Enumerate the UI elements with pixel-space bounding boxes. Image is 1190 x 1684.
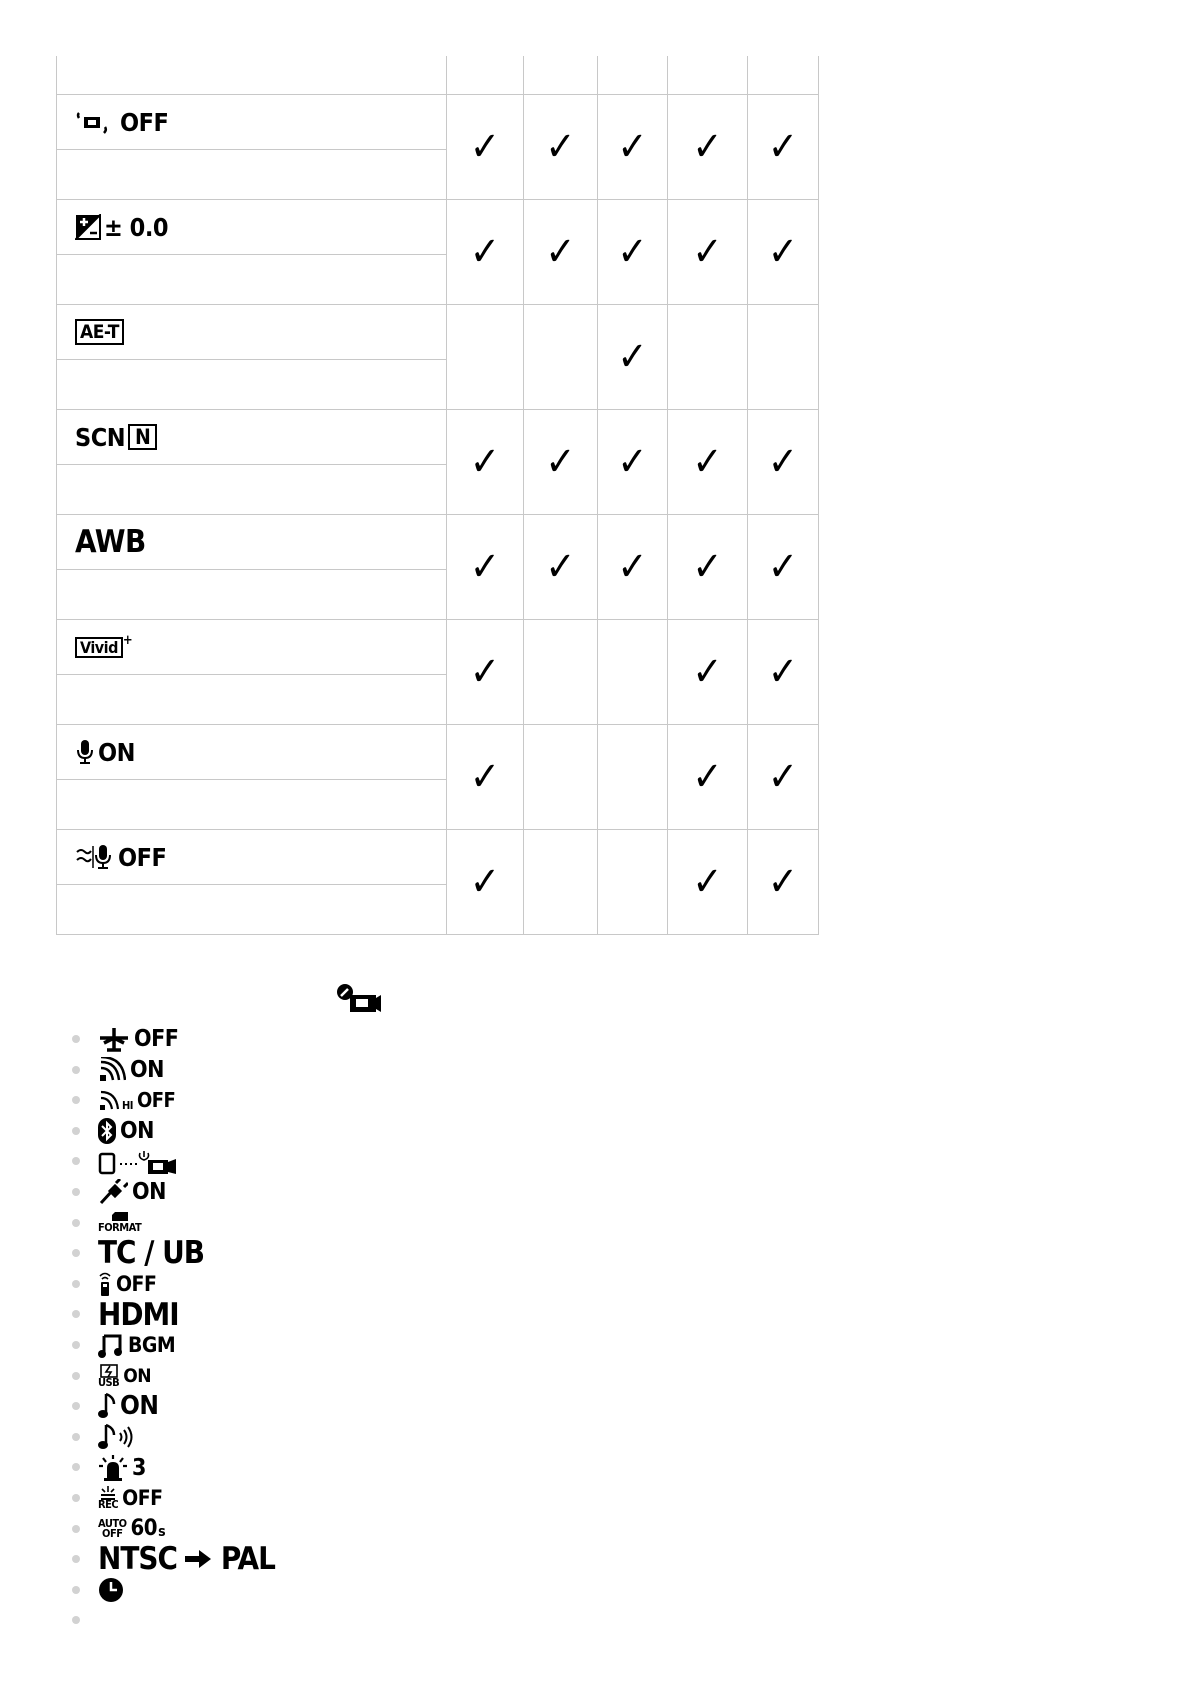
check-cell <box>447 620 524 725</box>
table-cell <box>524 56 598 95</box>
list-item <box>70 1024 275 1055</box>
remote-icon: OFF <box>98 1271 156 1297</box>
check-mark-icon: ✓ <box>469 649 501 695</box>
table-cell <box>748 56 819 95</box>
row-label-cell <box>57 725 447 830</box>
check-mark-icon: ✓ <box>545 229 576 275</box>
rec-lamp-icon: REC OFF <box>98 1486 163 1512</box>
table-top-row <box>57 56 819 95</box>
check-cell <box>598 410 668 515</box>
list-item <box>70 1483 275 1514</box>
table-cell <box>598 56 668 95</box>
check-cell <box>748 515 819 620</box>
list-item <box>70 1514 275 1545</box>
phone-power-camera-icon <box>98 1148 184 1176</box>
row-label: Vivid <box>75 637 123 658</box>
check-cell <box>598 515 668 620</box>
row-label: ON <box>98 737 135 767</box>
check-mark-icon: ✓ <box>617 544 648 590</box>
check-mark-icon: ✓ <box>469 754 501 800</box>
list-item <box>70 1391 275 1422</box>
color-mode-vivid-icon: Vivid + <box>75 637 132 658</box>
compatibility-table <box>56 56 819 935</box>
table-cell <box>668 56 748 95</box>
airplane-mode-icon: OFF <box>98 1026 178 1052</box>
check-mark-icon: ✓ <box>692 754 723 800</box>
check-cell <box>524 515 598 620</box>
check-cell <box>598 620 668 725</box>
microphone-icon <box>75 738 135 767</box>
check-cell <box>447 830 524 935</box>
bgm-icon: BGM <box>98 1332 175 1358</box>
list-item <box>70 1177 275 1208</box>
row-label: OFF <box>120 107 169 137</box>
list-item <box>70 1541 275 1578</box>
wifi-icon: ON <box>98 1057 164 1083</box>
check-cell <box>748 200 819 305</box>
row-label-cell <box>57 200 447 305</box>
check-cell <box>447 725 524 830</box>
row-label-cell <box>57 95 447 200</box>
beep-volume-icon <box>98 1423 140 1451</box>
check-cell <box>748 620 819 725</box>
row-label-box: N <box>128 424 157 450</box>
table-row <box>57 620 819 725</box>
ae-tracking-icon: AE-T <box>75 319 124 345</box>
bluetooth-icon: ON <box>98 1118 154 1144</box>
list-item <box>70 1235 275 1272</box>
list-item <box>70 1605 275 1636</box>
check-cell <box>447 200 524 305</box>
ntsc-pal-icon: NTSC PAL <box>98 1541 275 1578</box>
table-row <box>57 515 819 620</box>
check-cell <box>447 305 524 410</box>
check-mark-icon: ✓ <box>767 859 799 905</box>
wifi-hi-icon: HI OFF <box>98 1088 175 1112</box>
compatibility-table-wrap <box>56 56 819 935</box>
gps-icon: ON <box>98 1179 166 1205</box>
usb-power-icon: USB ON <box>98 1364 152 1389</box>
check-mark-icon: ✓ <box>545 544 576 590</box>
check-cell <box>524 620 598 725</box>
table-cell <box>447 56 524 95</box>
row-label-cell <box>57 515 447 620</box>
check-mark-icon: ✓ <box>617 229 648 275</box>
check-cell <box>668 410 748 515</box>
check-cell <box>668 95 748 200</box>
table-cell <box>57 56 447 95</box>
format-icon: FORMAT <box>98 1212 141 1233</box>
check-mark-icon: ✓ <box>469 229 501 275</box>
check-cell <box>748 305 819 410</box>
row-label-cell <box>57 830 447 935</box>
check-cell <box>598 830 668 935</box>
list-item <box>70 1055 275 1086</box>
clock-icon <box>98 1577 128 1603</box>
wind-noise-reduction-icon <box>75 843 166 872</box>
check-mark-icon: ✓ <box>767 649 799 695</box>
table-row <box>57 200 819 305</box>
check-mark-icon: ✓ <box>692 124 723 170</box>
check-cell <box>524 95 598 200</box>
list-item <box>70 1452 275 1483</box>
check-cell <box>598 305 668 410</box>
check-cell <box>524 830 598 935</box>
white-balance-icon: AWB <box>75 524 146 560</box>
check-mark-icon: ✓ <box>692 859 723 905</box>
list-item <box>70 1422 275 1453</box>
check-mark-icon: ✓ <box>545 124 576 170</box>
beep-icon: ON <box>98 1391 158 1421</box>
check-mark-icon: ✓ <box>692 439 723 485</box>
check-cell <box>748 410 819 515</box>
check-mark-icon: ✓ <box>767 754 799 800</box>
check-cell <box>524 200 598 305</box>
list-item <box>70 1085 275 1116</box>
check-mark-icon: ✓ <box>617 439 648 485</box>
check-cell <box>748 725 819 830</box>
check-cell <box>668 620 748 725</box>
timecode-icon: TC / UB <box>98 1235 204 1272</box>
check-mark-icon: ✓ <box>469 124 501 170</box>
check-cell <box>748 95 819 200</box>
check-cell <box>668 830 748 935</box>
row-label: ± 0.0 <box>104 212 169 242</box>
check-mark-icon: ✓ <box>767 229 799 275</box>
auto-power-off-icon: AUTO OFF 60 s <box>98 1516 166 1542</box>
setup-icon-list <box>70 1024 275 1636</box>
check-cell <box>524 725 598 830</box>
table-row <box>57 725 819 830</box>
list-item <box>70 1330 275 1361</box>
check-mark-icon: ✓ <box>767 544 799 590</box>
check-mark-icon: ✓ <box>617 124 648 170</box>
check-mark-icon: ✓ <box>692 649 723 695</box>
check-mark-icon: ✓ <box>692 229 723 275</box>
row-label-cell <box>57 620 447 725</box>
check-cell <box>447 515 524 620</box>
table-row <box>57 305 819 410</box>
list-item <box>70 1116 275 1147</box>
list-item <box>70 1208 275 1239</box>
check-mark-icon: ✓ <box>617 334 648 380</box>
check-mark-icon: ✓ <box>469 544 501 590</box>
hdmi-icon: HDMI <box>98 1296 179 1333</box>
steadyshot-off-icon <box>75 108 168 137</box>
check-cell <box>668 305 748 410</box>
list-item <box>70 1361 275 1392</box>
check-cell <box>447 410 524 515</box>
check-mark-icon: ✓ <box>767 439 799 485</box>
check-cell <box>598 200 668 305</box>
row-label-cell <box>57 305 447 410</box>
check-cell <box>598 725 668 830</box>
table-row <box>57 95 819 200</box>
check-cell <box>524 305 598 410</box>
check-mark-icon: ✓ <box>469 439 501 485</box>
scene-night-icon <box>75 423 157 452</box>
check-cell <box>524 410 598 515</box>
setup-camera-icon <box>336 983 382 1019</box>
lamp-icon: 3 <box>98 1454 146 1482</box>
table-row <box>57 410 819 515</box>
check-cell <box>447 95 524 200</box>
row-label: OFF <box>118 842 167 872</box>
check-cell <box>668 515 748 620</box>
check-cell <box>668 725 748 830</box>
list-item <box>70 1269 275 1300</box>
exposure-comp-icon <box>75 213 168 242</box>
list-item <box>70 1146 275 1177</box>
check-cell <box>668 200 748 305</box>
list-item <box>70 1575 275 1606</box>
table-row <box>57 830 819 935</box>
check-mark-icon: ✓ <box>767 124 799 170</box>
check-mark-icon: ✓ <box>469 859 501 905</box>
check-mark-icon: ✓ <box>545 439 576 485</box>
list-item <box>70 1296 275 1333</box>
row-label: SCN <box>75 422 126 452</box>
check-cell <box>598 95 668 200</box>
row-label-cell <box>57 410 447 515</box>
check-cell <box>748 830 819 935</box>
check-mark-icon: ✓ <box>692 544 723 590</box>
